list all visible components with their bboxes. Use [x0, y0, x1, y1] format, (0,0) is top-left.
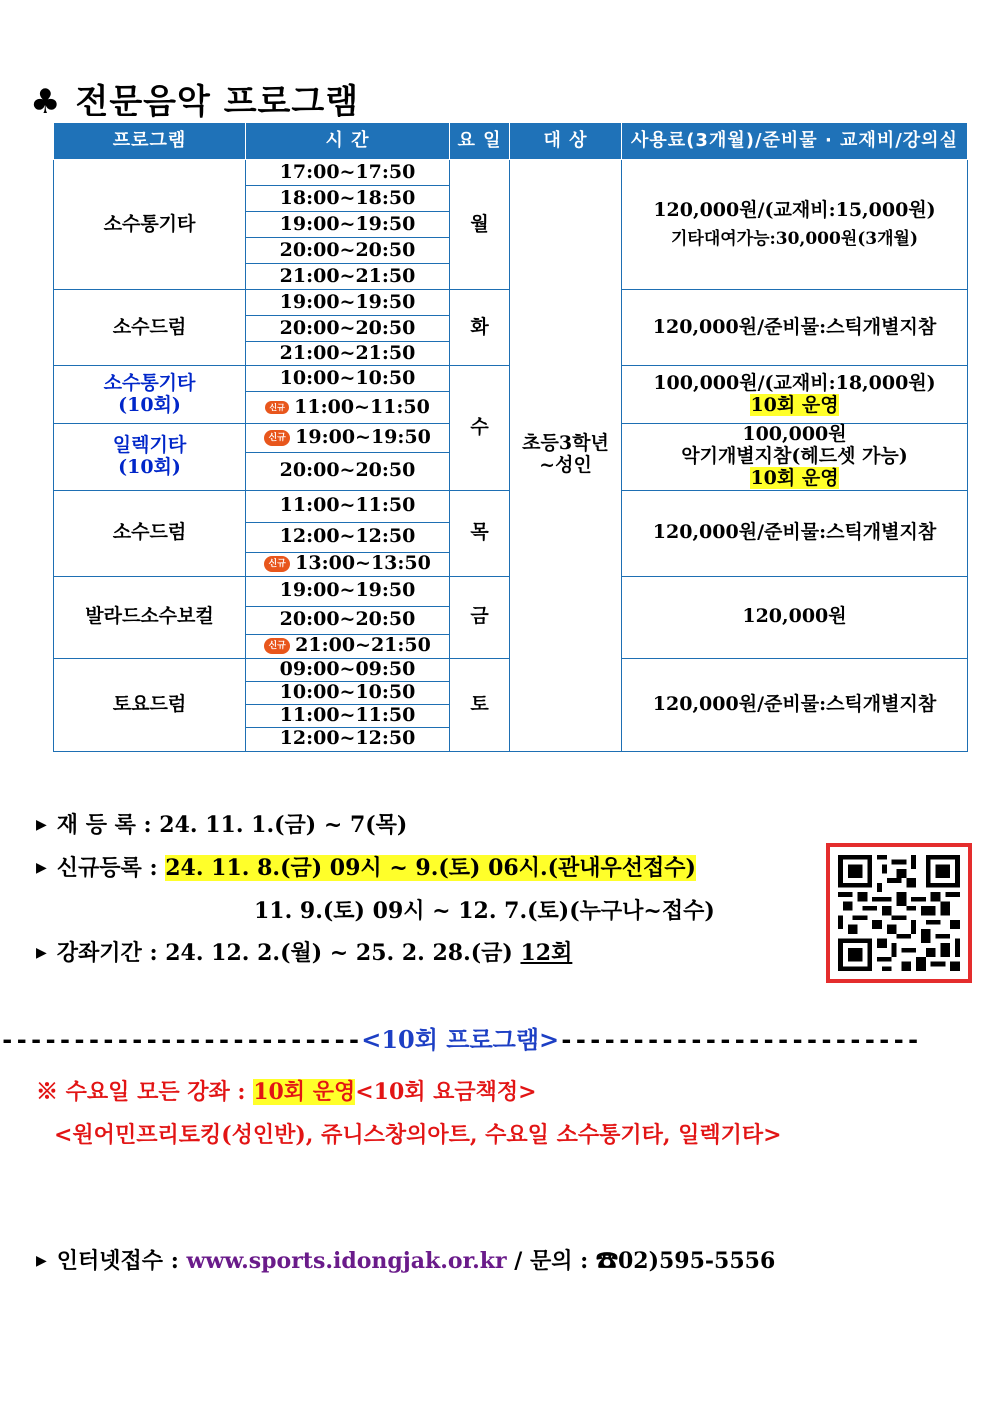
fee-cell	[622, 366, 968, 424]
new-register-label: 신규등록 :	[56, 855, 166, 881]
day-cell: 목	[450, 490, 510, 576]
new-badge: 신규	[264, 638, 290, 654]
time-slot: 20:00~20:50	[246, 316, 450, 342]
fee-line: 기타대여가능:30,000원(3개월)	[670, 228, 919, 249]
note-prefix: ※ 수요일 모든 강좌 :	[36, 1079, 254, 1105]
fee-line: 100,000원/(교재비:18,000원)	[653, 371, 936, 394]
time-slot: 17:00~17:50	[246, 160, 450, 186]
fee-cell: 120,000원/준비물:스틱개별지참	[622, 290, 968, 366]
time-slot: 19:00~19:50	[246, 576, 450, 606]
fee-line: 120,000원/(교재비:15,000원)	[653, 198, 936, 221]
time-slot: 20:00~20:50	[246, 238, 450, 264]
time-text: 11:00~11:50	[294, 395, 430, 418]
time-slot: 10:00~10:50	[246, 681, 450, 704]
reregister-line	[36, 808, 407, 839]
time-slot: 12:00~12:50	[246, 727, 450, 751]
fee-cell: 120,000원/준비물:스틱개별지참	[622, 490, 968, 576]
header-day: 요 일	[450, 123, 510, 160]
program-name-line: (10회)	[118, 393, 181, 416]
note-highlight: 10회 운영	[253, 1079, 356, 1105]
period-value: 24. 12. 2.(월) ~ 25. 2. 28.(금)	[165, 940, 521, 966]
triangle-right-icon: ▶	[36, 817, 47, 833]
fee-line: 악기개별지참(헤드셋 가능)	[681, 444, 908, 467]
period-count: 12회	[520, 940, 573, 966]
qr-code-icon[interactable]	[826, 843, 972, 983]
reregister-label: 재 등 록 :	[56, 812, 160, 838]
dash-right: -------------------------	[559, 1026, 921, 1054]
triangle-right-icon: ▶	[36, 1253, 47, 1269]
internet-label: 인터넷접수 :	[56, 1248, 187, 1274]
time-slot: 09:00~09:50	[246, 658, 450, 681]
target-line2: ~성인	[539, 454, 592, 477]
page-title-text: 전문음악 프로그램	[75, 82, 360, 122]
program-name: 소수통기타	[54, 160, 246, 290]
inquiry-label: / 문의 :	[506, 1248, 596, 1274]
header-fee: 사용료(3개월)/준비물 · 교재비/강의실	[622, 123, 968, 160]
fee-highlight: 10회 운영	[750, 466, 839, 489]
new-register-line2: 11. 9.(토) 09시 ~ 12. 7.(토)(누구나~접수)	[254, 898, 715, 924]
new-register-value: 24. 11. 8.(금) 09시 ~ 9.(토) 06시.(관내우선접수)	[165, 855, 696, 881]
time-slot: 11:00~11:50	[246, 704, 450, 727]
table-row	[54, 160, 968, 186]
program-name: 소수드럼	[54, 290, 246, 366]
header-target: 대 상	[510, 123, 622, 160]
target-line1: 초등3학년	[522, 432, 609, 455]
new-badge: 신규	[265, 401, 289, 414]
internet-register-line	[36, 1244, 775, 1275]
time-slot: 21:00~21:50	[246, 342, 450, 366]
fee-cell	[622, 160, 968, 290]
day-cell: 토	[450, 658, 510, 751]
club-suit-icon: ♣	[30, 82, 62, 122]
new-badge: 신규	[264, 556, 290, 572]
time-text: 21:00~21:50	[295, 634, 431, 657]
day-cell: 금	[450, 576, 510, 658]
program-name: 토요드럼	[54, 658, 246, 751]
fee-cell: 120,000원/준비물:스틱개별지참	[622, 658, 968, 751]
program-name	[54, 366, 246, 424]
time-slot: 18:00~18:50	[246, 186, 450, 212]
time-slot: 10:00~10:50	[246, 366, 450, 392]
page-title	[30, 74, 359, 123]
period-label: 강좌기간 :	[56, 940, 166, 966]
time-slot: 20:00~20:50	[246, 606, 450, 634]
phone-number: ☎02)595-5556	[595, 1248, 776, 1274]
time-text: 19:00~19:50	[295, 426, 431, 449]
time-slot: 11:00~11:50	[246, 490, 450, 522]
ten-session-list: <원어민프리토킹(성인반), 쥬니스창의아트, 수요일 소수통기타, 일렉기타>	[54, 1122, 782, 1148]
new-register-line	[36, 851, 696, 882]
dash-left: -------------------------	[0, 1026, 362, 1054]
time-slot	[246, 634, 450, 658]
program-name: 발라드소수보컬	[54, 576, 246, 658]
ten-session-label: <10회 프로그램>	[361, 1025, 560, 1054]
program-name	[54, 424, 246, 491]
program-name: 소수드럼	[54, 490, 246, 576]
time-text: 13:00~13:50	[295, 552, 431, 575]
triangle-right-icon: ▶	[36, 945, 47, 961]
time-slot: 19:00~19:50	[246, 212, 450, 238]
reregister-value: 24. 11. 1.(금) ~ 7(목)	[159, 812, 408, 838]
table-header-row	[54, 123, 968, 160]
time-slot	[246, 392, 450, 424]
fee-line: 100,000원	[742, 423, 847, 445]
program-table	[53, 122, 968, 752]
website-link[interactable]: www.sports.idongjak.or.kr	[186, 1248, 507, 1274]
header-time: 시 간	[246, 123, 450, 160]
time-slot: 19:00~19:50	[246, 290, 450, 316]
fee-cell: 120,000원	[622, 576, 968, 658]
ten-session-divider	[0, 1020, 992, 1055]
time-slot: 12:00~12:50	[246, 522, 450, 552]
time-slot	[246, 424, 450, 453]
day-cell: 수	[450, 366, 510, 491]
fee-highlight: 10회 운영	[750, 393, 839, 416]
header-program: 프로그램	[54, 123, 246, 160]
fee-cell	[622, 424, 968, 491]
time-slot: 21:00~21:50	[246, 264, 450, 290]
day-cell: 화	[450, 290, 510, 366]
program-name-line: 소수통기타	[103, 371, 196, 394]
day-cell: 월	[450, 160, 510, 290]
time-slot: 20:00~20:50	[246, 453, 450, 490]
wednesday-note	[36, 1075, 537, 1106]
program-name-line: (10회)	[118, 455, 181, 478]
target-cell	[510, 160, 622, 752]
time-slot	[246, 552, 450, 576]
note-suffix: <10회 요금책정>	[355, 1079, 537, 1105]
period-line	[36, 936, 572, 967]
triangle-right-icon: ▶	[36, 860, 47, 876]
new-badge: 신규	[264, 430, 290, 446]
program-name-line: 일렉기타	[112, 433, 187, 456]
